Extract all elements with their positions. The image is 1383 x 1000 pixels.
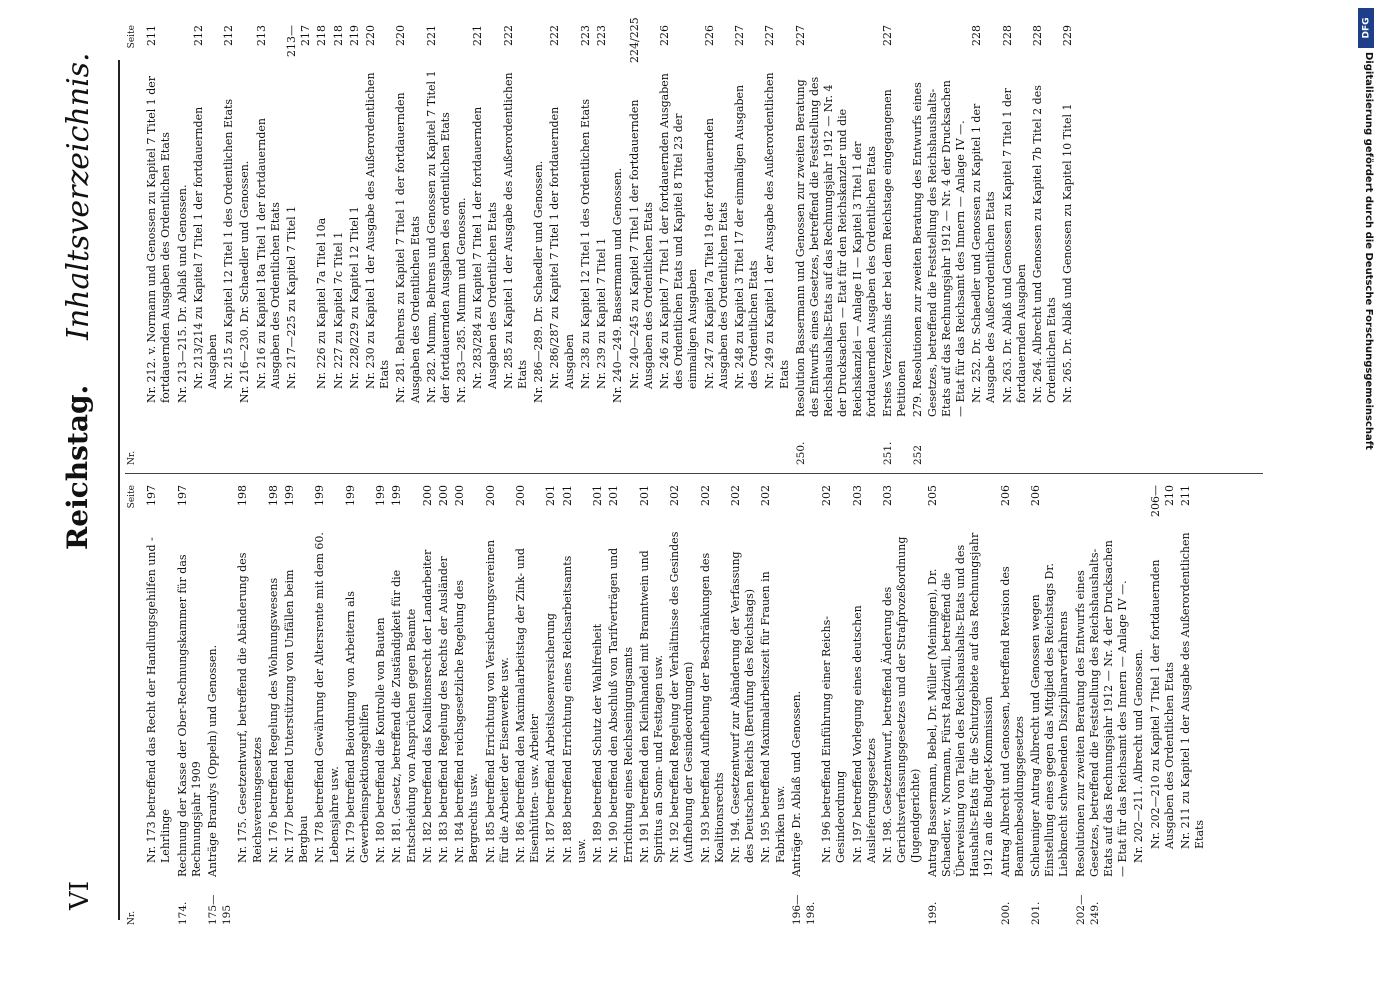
entry-text: Nr. 213/214 zu Kapitel 7 Titel 1 der fortdauernden Ausgaben (191, 106, 220, 389)
toc-entry (455, 25, 469, 465)
toc-entry (790, 485, 818, 925)
entry-page: 228 (970, 25, 984, 46)
toc-entry (192, 25, 220, 465)
entry-page: 227 (880, 25, 894, 46)
entry-page: 222 (501, 25, 515, 46)
entry-number: 175—195 (207, 894, 234, 925)
entry-text: Nr. 228/229 zu Kapitel 12 Titel 1 (347, 206, 361, 389)
entry-text: Nr. 216 zu Kapitel 18a Titel 1 der fortdauernden Ausgaben des Ordentlichen Etats (254, 117, 282, 389)
nr-label: Nr. (127, 450, 137, 465)
entry-number: 199. (926, 901, 939, 925)
entry-page: 202 (668, 485, 682, 506)
entry-text: Nr. 182 betreffend das Koalitionsrecht der Landarbeiter (420, 549, 434, 863)
right-column (125, 17, 1263, 465)
entry-page: 224/225 (627, 17, 641, 63)
entry-page: 213—217 (285, 25, 313, 57)
toc-entry (255, 25, 283, 465)
toc-entry (851, 485, 879, 925)
entry-page: 228 (1000, 25, 1014, 46)
toc-entry (733, 25, 761, 465)
entry-page: 211 (1179, 485, 1193, 506)
right-entries (145, 17, 1075, 465)
entry-text: Nr. 180 betreffend die Kontrolle von Bauten (374, 617, 388, 863)
entry-text: Nr. 281. Behrens zu Kapitel 7 Titel 1 der fortdauernden Ausgaben des Ordentlichen Etats (394, 92, 422, 403)
entry-text: Nr. 176 betreffend Regelung des Wohnungswesens (266, 577, 280, 863)
entry-text: Nr. 188 betreffend Errichtung eines Reichsarbeitsamts usw. (560, 555, 588, 863)
entry-page: 197 (145, 485, 159, 506)
entry-page: 226 (702, 25, 716, 46)
toc-entry (970, 25, 998, 465)
toc-entry (1061, 25, 1075, 465)
entry-text: Nr. 239 zu Kapitel 7 Titel 1 (595, 237, 609, 389)
toc-entry (1179, 485, 1207, 925)
toc-entry (1001, 25, 1029, 465)
toc-entry (453, 485, 481, 925)
entry-text: Antrag Albrecht und Genossen, betreffend Revision des Beamtenbesoldungsgesetzes (998, 566, 1026, 877)
entry-text: Nr. 181. Gesetz, betreffend die Zuständigkeit für die Entscheidung von Ansprüchen gegen Beamte (390, 569, 418, 863)
toc-entry (206, 485, 234, 925)
entry-page: 203 (850, 485, 864, 506)
toc-entry (544, 485, 558, 925)
toc-entry (794, 25, 879, 465)
toc-entry (267, 485, 281, 925)
entry-page: 200 (483, 485, 497, 506)
dfg-logo: DFG (1358, 8, 1374, 48)
entry-text: Nr. 227 zu Kapitel 7c Titel 1 (331, 231, 345, 389)
entry-text: Nr. 238 zu Kapitel 12 Titel 1 des Ordentlichen Etats (578, 98, 592, 389)
entry-text: Nr. 282. Mumm, Behrens und Genossen zu Kapitel 7 Titel 1 der fortdauernden Ausgaben des ordentlichen Etats (424, 70, 453, 403)
entry-text: Anträge Brandys (Oppeln) und Genossen. (206, 644, 220, 877)
entry-text: Resolutionen zur zweiten Beratung des Entwurfs eines Gesetzes, betreffend die Feststellung des Reichshaushalts-Etats auf das Rechnungsjahr 1912 — Nr. 4 der Drucksachen — Etat für das Reichsamt des Innern — Anlage IV —. (1073, 540, 1130, 877)
entry-text: Nr. 252. Dr. Schaedler und Genossen zu Kapitel 1 der Ausgabe des Außerordentlichen Etats (970, 103, 998, 403)
toc-entry (348, 25, 362, 465)
entry-page: 200 (437, 485, 451, 506)
toc-entry (1132, 485, 1146, 925)
entry-text: Nr. 249 zu Kapitel 1 der Ausgabe des Außerordentlichen Etats (763, 72, 791, 389)
toc-entry (484, 485, 512, 925)
entry-page: 200 (453, 485, 467, 506)
entry-text: Nr. 286—289. Dr. Schaedler und Genossen. (532, 160, 546, 403)
entry-page: 221 (471, 25, 485, 46)
entry-page: 203 (880, 485, 894, 506)
toc-entry (437, 485, 451, 925)
entry-page: 220 (394, 25, 408, 46)
entry-page: 212 (222, 25, 236, 46)
section-title: Inhaltsverzeichnis. (61, 52, 96, 340)
entry-number: 202—249. (1074, 894, 1101, 925)
toc-entry (236, 485, 264, 925)
entry-text: Nr. 230 zu Kapitel 1 der Ausgabe des Außerordentlichen Etats (364, 72, 392, 389)
toc-entry (285, 25, 313, 465)
entry-text: Nr. 183 betreffend Regelung des Rechts der Ausländer (437, 556, 451, 863)
entry-text: Nr. 187 betreffend Arbeitslosenversicherung (544, 613, 558, 863)
entry-number: 201. (1029, 901, 1042, 925)
entry-page: 201 (637, 485, 651, 506)
entry-text: 279. Resolutionen zur zweiten Beratung des Entwurfs eines Gesetzes, betreffend die Feststellung des Reichshaushalts-Etats auf das Rechnungsjahr 1912 — Nr. 4 der Drucksachen — Etat für das Reichsamt des Innern — Anlage IV —. (911, 80, 967, 417)
entry-text: Resolution Bassermann und Genossen zur zweiten Beratung des Entwurfs eines Gesetzes, betreffend die Feststellung des Reichshaushalts-Etats auf das Rechnungsjahr 1912 — Nr. 4 der Drucksachen — Etat für den Reichskanzler und die Reichskanzlei — Anlage II — Kapitel 3 Titel 1 der fortdauernden Ausgaben des Ordentlichen Etats (793, 76, 878, 417)
entry-number: 251. (881, 441, 894, 465)
entry-page: 221 (424, 25, 438, 46)
entry-text: Nr. 265. Dr. Ablaß und Genossen zu Kapitel 10 Titel 1 (1061, 103, 1075, 403)
toc-entry (514, 485, 542, 925)
digitization-credit (1360, 52, 1374, 992)
entry-text: Nr. 240—245 zu Kapitel 7 Titel 1 der fortdauernden Ausgaben des Ordentlichen Etats (627, 99, 655, 389)
entry-text: Nr. 191 betreffend den Kleinhandel mit Branntwein und Spiritus an Sonn- und Festtagen usw. (637, 550, 665, 863)
entry-page: 202 (728, 485, 742, 506)
entry-text: Antrag Bassermann, Bebel, Dr. Müller (Meiningen), Dr. Schaedler, v. Normann, Fürst Radziwill, betreffend die Überweisung von Teilen des Reichshaushalts-Etats und des Haushalts-Etats für die Schutzgebiete auf das Rechnungsjahr 1912 an die Budget-Kommission (925, 532, 996, 877)
entry-page: 206—210 (1148, 485, 1176, 517)
entry-text: Nr. 190 betreffend den Abschluß von Tarifverträgen und Errichtung eines Reichseinigungsamts (607, 547, 635, 863)
entry-text: Nr. 177 betreffend Unterstützung von Unfällen beim Bergbau (283, 569, 311, 863)
toc-entry (699, 485, 727, 925)
left-column-head (125, 485, 139, 925)
entry-page: 199 (374, 485, 388, 506)
entry-page: 227 (763, 25, 777, 46)
toc-entry (911, 25, 968, 465)
toc-entry (548, 25, 576, 465)
toc-entry (881, 485, 924, 925)
entry-text: Nr. 263. Dr. Ablaß und Genossen zu Kapitel 7 Titel 1 der fortdauernden Ausgaben (1000, 88, 1028, 403)
entry-page: 199 (390, 485, 404, 506)
entry-text: Nr. 213—215. Dr. Ablaß und Genossen. (175, 184, 189, 403)
entry-page: 201 (544, 485, 558, 506)
seite-label: Seite (127, 25, 137, 49)
toc-entry (1031, 25, 1059, 465)
entry-page: 227 (732, 25, 746, 46)
entry-text: Nr. 173 betreffend das Recht der Handlungsgehilfen und -Lehrlinge (145, 537, 173, 863)
entry-text: Nr. 202—210 zu Kapitel 7 Titel 1 der fortdauernden Ausgaben des Ordentlichen Etats (1148, 559, 1176, 849)
entry-page: 199 (343, 485, 357, 506)
entry-page: 199 (313, 485, 327, 506)
entry-page: 219 (347, 25, 361, 46)
entry-text: Nr. 285 zu Kapitel 1 der Ausgabe des Außerordentlichen Etats (501, 72, 530, 389)
toc-entry (627, 17, 656, 465)
entry-page: 223 (578, 25, 592, 46)
entry-page: 202 (759, 485, 773, 506)
entry-page: 197 (175, 485, 189, 506)
entry-text: Nr. 246 zu Kapitel 7 Titel 1 der fortdauernden Ausgaben des Ordentlichen Etats und Kapitel 8 Titel 23 der einmaligen Ausgaben (657, 73, 700, 389)
entry-number: 250. (794, 441, 807, 465)
entry-page: 198 (266, 485, 280, 506)
entry-page: 200 (514, 485, 528, 506)
toc-entry (820, 485, 848, 925)
entry-text: Nr. 198. Gesetzentwurf, betreffend Änderung des Gerichtsverfassungsgesetzes und der Strafprozeßordnung (Jugendgerichte) (880, 536, 923, 863)
entry-page: 200 (420, 485, 434, 506)
entry-text: Nr. 211 zu Kapitel 1 der Ausgabe des Außerordentlichen Etats (1179, 532, 1207, 849)
toc-entry (222, 25, 236, 465)
entry-text: Nr. 194. Gesetzentwurf zur Abänderung der Verfassung des Deutschen Reichs (Berufung des Reichstags) (728, 551, 757, 863)
entry-text: Nr. 212. v. Normann und Genossen zu Kapitel 7 Titel 1 der fortdauernden Ausgaben des Ordentlichen Etats (145, 75, 173, 403)
entry-page: 227 (793, 25, 807, 46)
toc-entry (561, 485, 589, 925)
toc-entry (315, 25, 329, 465)
entry-text: Nr. 283—285. Mumm und Genossen. (455, 197, 469, 403)
toc-entry (313, 485, 341, 925)
toc-entry (238, 25, 252, 465)
toc-entry (176, 485, 204, 925)
entry-text: Nr. 197 betreffend Vorlegung eines deutschen Auslieferungsgesetzes (850, 605, 878, 863)
toc-entry (881, 25, 909, 465)
toc-entry (703, 25, 731, 465)
entry-page: 220 (364, 25, 378, 46)
toc-entry (283, 485, 311, 925)
entry-page: 202 (698, 485, 712, 506)
entry-text: Nr. 217—225 zu Kapitel 7 Titel 1 (285, 205, 299, 389)
entry-page: 212 (191, 25, 205, 46)
entry-text: Nr. 226 zu Kapitel 7a Titel 10a (315, 217, 329, 389)
toc-entry (1029, 485, 1072, 925)
entry-text: Nr. 184 betreffend reichsgesetzliche Regelung des Bergrechts usw. (453, 580, 481, 863)
entry-text: Nr. 283/284 zu Kapitel 7 Titel 1 der fortdauernden Ausgaben des Ordentlichen Etats (471, 106, 499, 389)
toc-entry (638, 485, 666, 925)
entry-text: Schleuniger Antrag Albrecht und Genossen wegen Einstellung eines gegen das Mitglied des Reichstags Dr. Liebknecht schwebenden Disziplinarverfahrens (1028, 563, 1071, 877)
entry-text: Nr. 216—230. Dr. Schaedler und Genossen. (238, 160, 252, 403)
running-title: Reichstag. (61, 384, 94, 550)
entry-page: 229 (1061, 25, 1075, 46)
entry-number: 200. (999, 901, 1012, 925)
entry-text: Nr. 195 betreffend Maximalarbeitszeit für Frauen in Fabriken usw. (759, 571, 787, 863)
toc-entry (999, 485, 1027, 925)
toc-entry (374, 485, 388, 925)
entry-page: 205 (925, 485, 939, 506)
toc-entry (759, 485, 787, 925)
entry-page: 206 (998, 485, 1012, 506)
entry-page: 228 (1030, 25, 1044, 46)
entry-number: 252 (912, 444, 925, 465)
entry-page: 202 (820, 485, 834, 506)
entry-text: Nr. 189 betreffend Schutz der Wahlfreiheit (591, 623, 605, 863)
entry-text: Anträge Dr. Ablaß und Genossen. (789, 690, 803, 877)
toc-entry (607, 485, 635, 925)
toc-entry (763, 25, 791, 465)
toc-entry (658, 25, 701, 465)
column-divider (125, 473, 1263, 474)
entry-text: Nr. 247 zu Kapitel 7a Titel 19 der fortdauernden Ausgaben des Ordentlichen Etats (702, 117, 730, 389)
left-column (125, 485, 1263, 925)
entry-text: Rechnung der Kasse der Ober-Rechnungskammer für das Rechnungsjahr 1909 (175, 554, 203, 877)
entry-page: 213 (254, 25, 268, 46)
entry-text: Nr. 185 betreffend Errichtung von Versicherungsvereinen für die Arbeiter der Eisenwerke usw. (483, 539, 511, 863)
toc-entry (579, 25, 593, 465)
entry-page: 201 (591, 485, 605, 506)
toc-entry (595, 25, 609, 465)
toc-entry (176, 25, 190, 465)
toc-entry (364, 25, 392, 465)
page-header (55, 52, 115, 940)
toc-entry (421, 485, 435, 925)
right-column-head (125, 25, 139, 465)
entry-text: Nr. 286/287 zu Kapitel 7 Titel 1 der fortdauernden Ausgaben (548, 106, 576, 389)
header-rule (118, 60, 120, 920)
entry-page: 226 (657, 25, 671, 46)
toc-entry (611, 25, 625, 465)
entry-page: 218 (315, 25, 329, 46)
entry-page: 199 (283, 485, 297, 506)
entry-page: 218 (331, 25, 345, 46)
entry-text: Nr. 248 zu Kapitel 3 Titel 17 der einmaligen Ausgaben des Ordentlichen Etats (732, 84, 761, 389)
toc-entry (344, 485, 372, 925)
entry-text: Nr. 215 zu Kapitel 12 Titel 1 des Ordentlichen Etats (222, 98, 236, 389)
toc-entry (145, 25, 173, 465)
entry-page: 198 (236, 485, 250, 506)
toc-entry (332, 25, 346, 465)
toc-entry (425, 25, 453, 465)
entry-text: Erstes Verzeichnis der bei dem Reichstage eingegangenen Petitionen (880, 89, 909, 417)
entry-text: Nr. 193 betreffend Aufhebung der Beschränkungen des Koalitionsrechts (698, 552, 726, 863)
toc-entry (394, 25, 422, 465)
toc-entry (926, 485, 997, 925)
toc-entry (1074, 485, 1131, 925)
entry-number: 196—198. (790, 894, 817, 925)
entry-page: 201 (560, 485, 574, 506)
left-entries (145, 485, 1207, 925)
entry-text: Nr. 196 betreffend Einführung einer Reichs-Gesindeordnung (820, 616, 848, 863)
entry-page: 201 (607, 485, 621, 506)
entry-text: Nr. 202—211. Albrecht und Genossen. (1132, 648, 1146, 863)
toc-entry (1149, 485, 1177, 925)
toc-entry (729, 485, 757, 925)
entry-page: 223 (595, 25, 609, 46)
toc-entry (502, 25, 530, 465)
page-number: VI (65, 880, 95, 910)
entry-text: Nr. 175. Gesetzentwurf, betreffend die Abänderung des Reichsvereinsgesetzes (236, 552, 264, 863)
seite-label: Seite (127, 485, 137, 509)
toc-entry (532, 25, 546, 465)
entry-page: 206 (1028, 485, 1042, 506)
entry-text: Nr. 192 betreffend Regelung der Verhältnisse des Gesindes (Aufhebung der Gesindeordnungen) (668, 531, 696, 863)
entry-number: 174. (176, 901, 189, 925)
toc-entry (471, 25, 499, 465)
credit-text: Digitalisierung gefördert durch die Deutsche Forschungsgemeinschaft (1363, 52, 1374, 450)
toc-entry (390, 485, 418, 925)
entry-text: Nr. 178 betreffend Gewährung der Altersrente mit dem 60. Lebensjahre usw. (313, 532, 341, 863)
entry-text: Nr. 240—249. Bassermann und Genossen. (611, 167, 625, 403)
entry-text: Nr. 264. Albrecht und Genossen zu Kapitel 7b Titel 2 des Ordentlichen Etats (1030, 85, 1059, 403)
toc-entry (591, 485, 605, 925)
nr-label: Nr. (127, 910, 137, 925)
toc-entry (668, 485, 696, 925)
entry-text: Nr. 179 betreffend Beiordnung von Arbeitern als Gewerbeinspektionsgehilfen (343, 591, 372, 863)
entry-page: 211 (145, 25, 159, 46)
toc-entry (145, 485, 173, 925)
entry-page: 222 (548, 25, 562, 46)
entry-text: Nr. 186 betreffend den Maximalarbeitstag der Zink- und Eisenhütten- usw. Arbeiter (514, 548, 542, 863)
